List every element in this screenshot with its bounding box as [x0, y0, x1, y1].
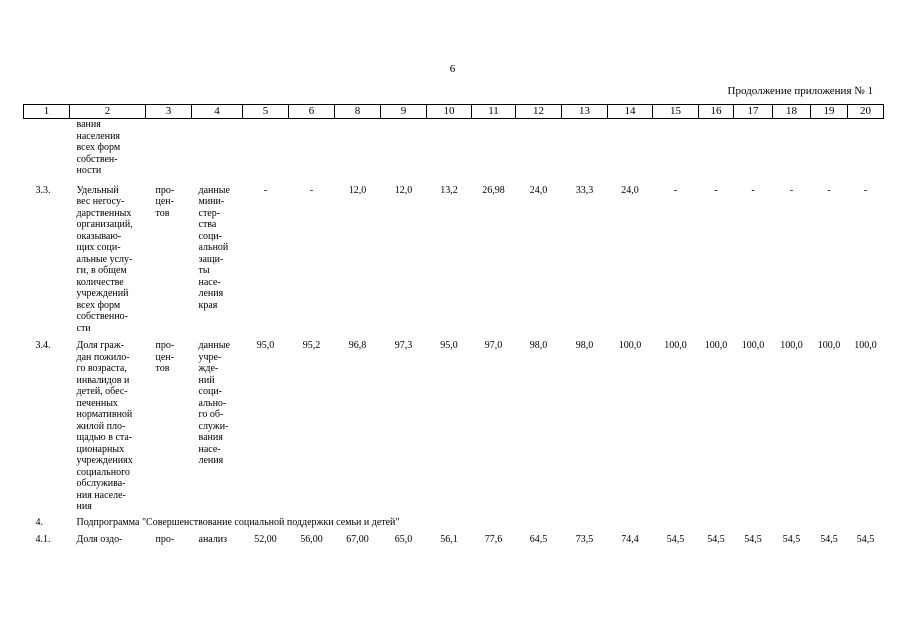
column-header: 15 [653, 105, 699, 119]
value-cell: 95,2 [302, 340, 321, 351]
unit [146, 119, 192, 177]
value-cell: 13,2 [440, 184, 458, 196]
column-header: 2 [70, 105, 146, 119]
column-header: 10 [427, 105, 472, 119]
column-header: 14 [608, 105, 653, 119]
value-cell [608, 119, 653, 177]
unit: про- [155, 534, 175, 545]
value-cell: 24,0 [621, 184, 639, 196]
indicator-name: Доля граж- дан пожило- го возраста, инвалидов и детей, обес- печенных нормативной жилой пло- щадью в ста- ционарных учреждениях социального обслужива- ния населе- ния [76, 340, 133, 512]
subprogram-row [24, 513, 884, 529]
value-cell: 54,5 [666, 534, 685, 545]
row-number [24, 119, 70, 177]
row-number: 4. [35, 516, 43, 528]
value-cell: 100,0 [741, 340, 765, 351]
value-cell: - [751, 184, 755, 196]
value-cell: 54,5 [856, 534, 875, 545]
data-source: анализ [198, 534, 228, 545]
unit: про- цен- тов [155, 340, 175, 374]
value-cell [472, 119, 516, 177]
column-header: 18 [773, 105, 811, 119]
value-cell [848, 119, 884, 177]
value-cell [811, 119, 848, 177]
unit: про- цен- тов [155, 184, 175, 219]
data-source: данные мини- стер- ства соци- альной защи- ты насе- ления края [198, 184, 230, 311]
value-cell [653, 119, 699, 177]
value-cell: 98,0 [529, 340, 548, 351]
value-cell: 100,0 [780, 340, 803, 351]
indicator-table [23, 104, 884, 546]
column-number-row [24, 105, 884, 119]
indicator-name: вания населения всех форм собствен- ности [76, 119, 121, 176]
value-cell: - [789, 184, 794, 196]
value-cell: 95,0 [256, 340, 275, 351]
page-number: 6 [449, 63, 456, 75]
value-cell [381, 119, 427, 177]
value-cell [243, 119, 289, 177]
value-cell: - [827, 184, 831, 196]
value-cell: 56,00 [300, 534, 323, 545]
column-header: 19 [811, 105, 848, 119]
value-cell [773, 119, 811, 177]
column-header: 8 [335, 105, 381, 119]
row-number: 3.4. [35, 340, 51, 351]
column-header: 13 [562, 105, 608, 119]
value-cell: - [673, 184, 678, 196]
value-cell: 96,8 [348, 340, 367, 351]
column-header: 17 [734, 105, 773, 119]
column-header: 3 [146, 105, 192, 119]
value-cell: 77,6 [484, 534, 503, 545]
value-cell: 74,4 [621, 534, 639, 545]
value-cell: - [714, 184, 718, 196]
value-cell: 52,00 [254, 534, 277, 545]
value-cell [734, 119, 773, 177]
value-cell: 65,0 [394, 534, 413, 545]
value-cell: 12,0 [394, 184, 413, 196]
value-cell [516, 119, 562, 177]
value-cell: 56,1 [440, 534, 458, 545]
value-cell: 64,5 [529, 534, 548, 545]
value-cell [562, 119, 608, 177]
value-cell: 95,0 [440, 340, 458, 351]
column-header: 6 [289, 105, 335, 119]
value-cell [427, 119, 472, 177]
indicator-name: Удельный вес негосу- дарственных организаций, оказываю- щих соци- альные услу- ги, в общем количестве учреждений всех форм собственно- сти [76, 184, 133, 334]
column-header: 9 [381, 105, 427, 119]
continuation-label: Продолжение приложения № 1 [727, 85, 873, 97]
indicator-name: Доля оздо- [76, 534, 123, 545]
value-cell: 12,0 [348, 184, 367, 196]
column-header: 5 [243, 105, 289, 119]
column-header: 4 [192, 105, 243, 119]
value-cell: 100,0 [817, 340, 841, 351]
value-cell: 33,3 [575, 184, 594, 196]
value-cell [699, 119, 734, 177]
value-cell: 54,5 [782, 534, 801, 545]
value-cell: 100,0 [854, 340, 877, 351]
subprogram-title: Подпрограмма "Совершенствование социальной поддержки семьи и детей" [76, 516, 400, 528]
value-cell: - [863, 184, 868, 196]
data-source [192, 119, 243, 177]
column-header: 16 [699, 105, 734, 119]
column-header: 1 [24, 105, 70, 119]
value-cell: 54,5 [820, 534, 838, 545]
table-row [24, 528, 884, 546]
value-cell: 97,3 [394, 340, 413, 351]
table-row [24, 334, 884, 513]
value-cell: 26,98 [482, 184, 505, 196]
value-cell: 100,0 [618, 340, 642, 351]
value-cell: 97,0 [484, 340, 503, 351]
value-cell: 67,00 [346, 534, 369, 545]
value-cell: 73,5 [575, 534, 594, 545]
value-cell: 98,0 [575, 340, 594, 351]
column-header: 12 [516, 105, 562, 119]
data-source: данные учре- жде- ний соци- ально- го об- служи- вания насе- ления [198, 340, 230, 466]
row-number: 3.3. [35, 184, 51, 196]
value-cell: - [309, 184, 314, 196]
value-cell [335, 119, 381, 177]
value-cell: 100,0 [704, 340, 728, 351]
value-cell: 54,5 [744, 534, 762, 545]
column-header: 20 [848, 105, 884, 119]
row-number: 4.1. [35, 534, 51, 545]
value-cell [289, 119, 335, 177]
value-cell: 24,0 [529, 184, 548, 196]
value-cell: 100,0 [664, 340, 687, 351]
table-row [24, 119, 884, 177]
value-cell: 54,5 [707, 534, 725, 545]
table-row [24, 177, 884, 335]
column-header: 11 [472, 105, 516, 119]
value-cell: - [263, 184, 268, 196]
